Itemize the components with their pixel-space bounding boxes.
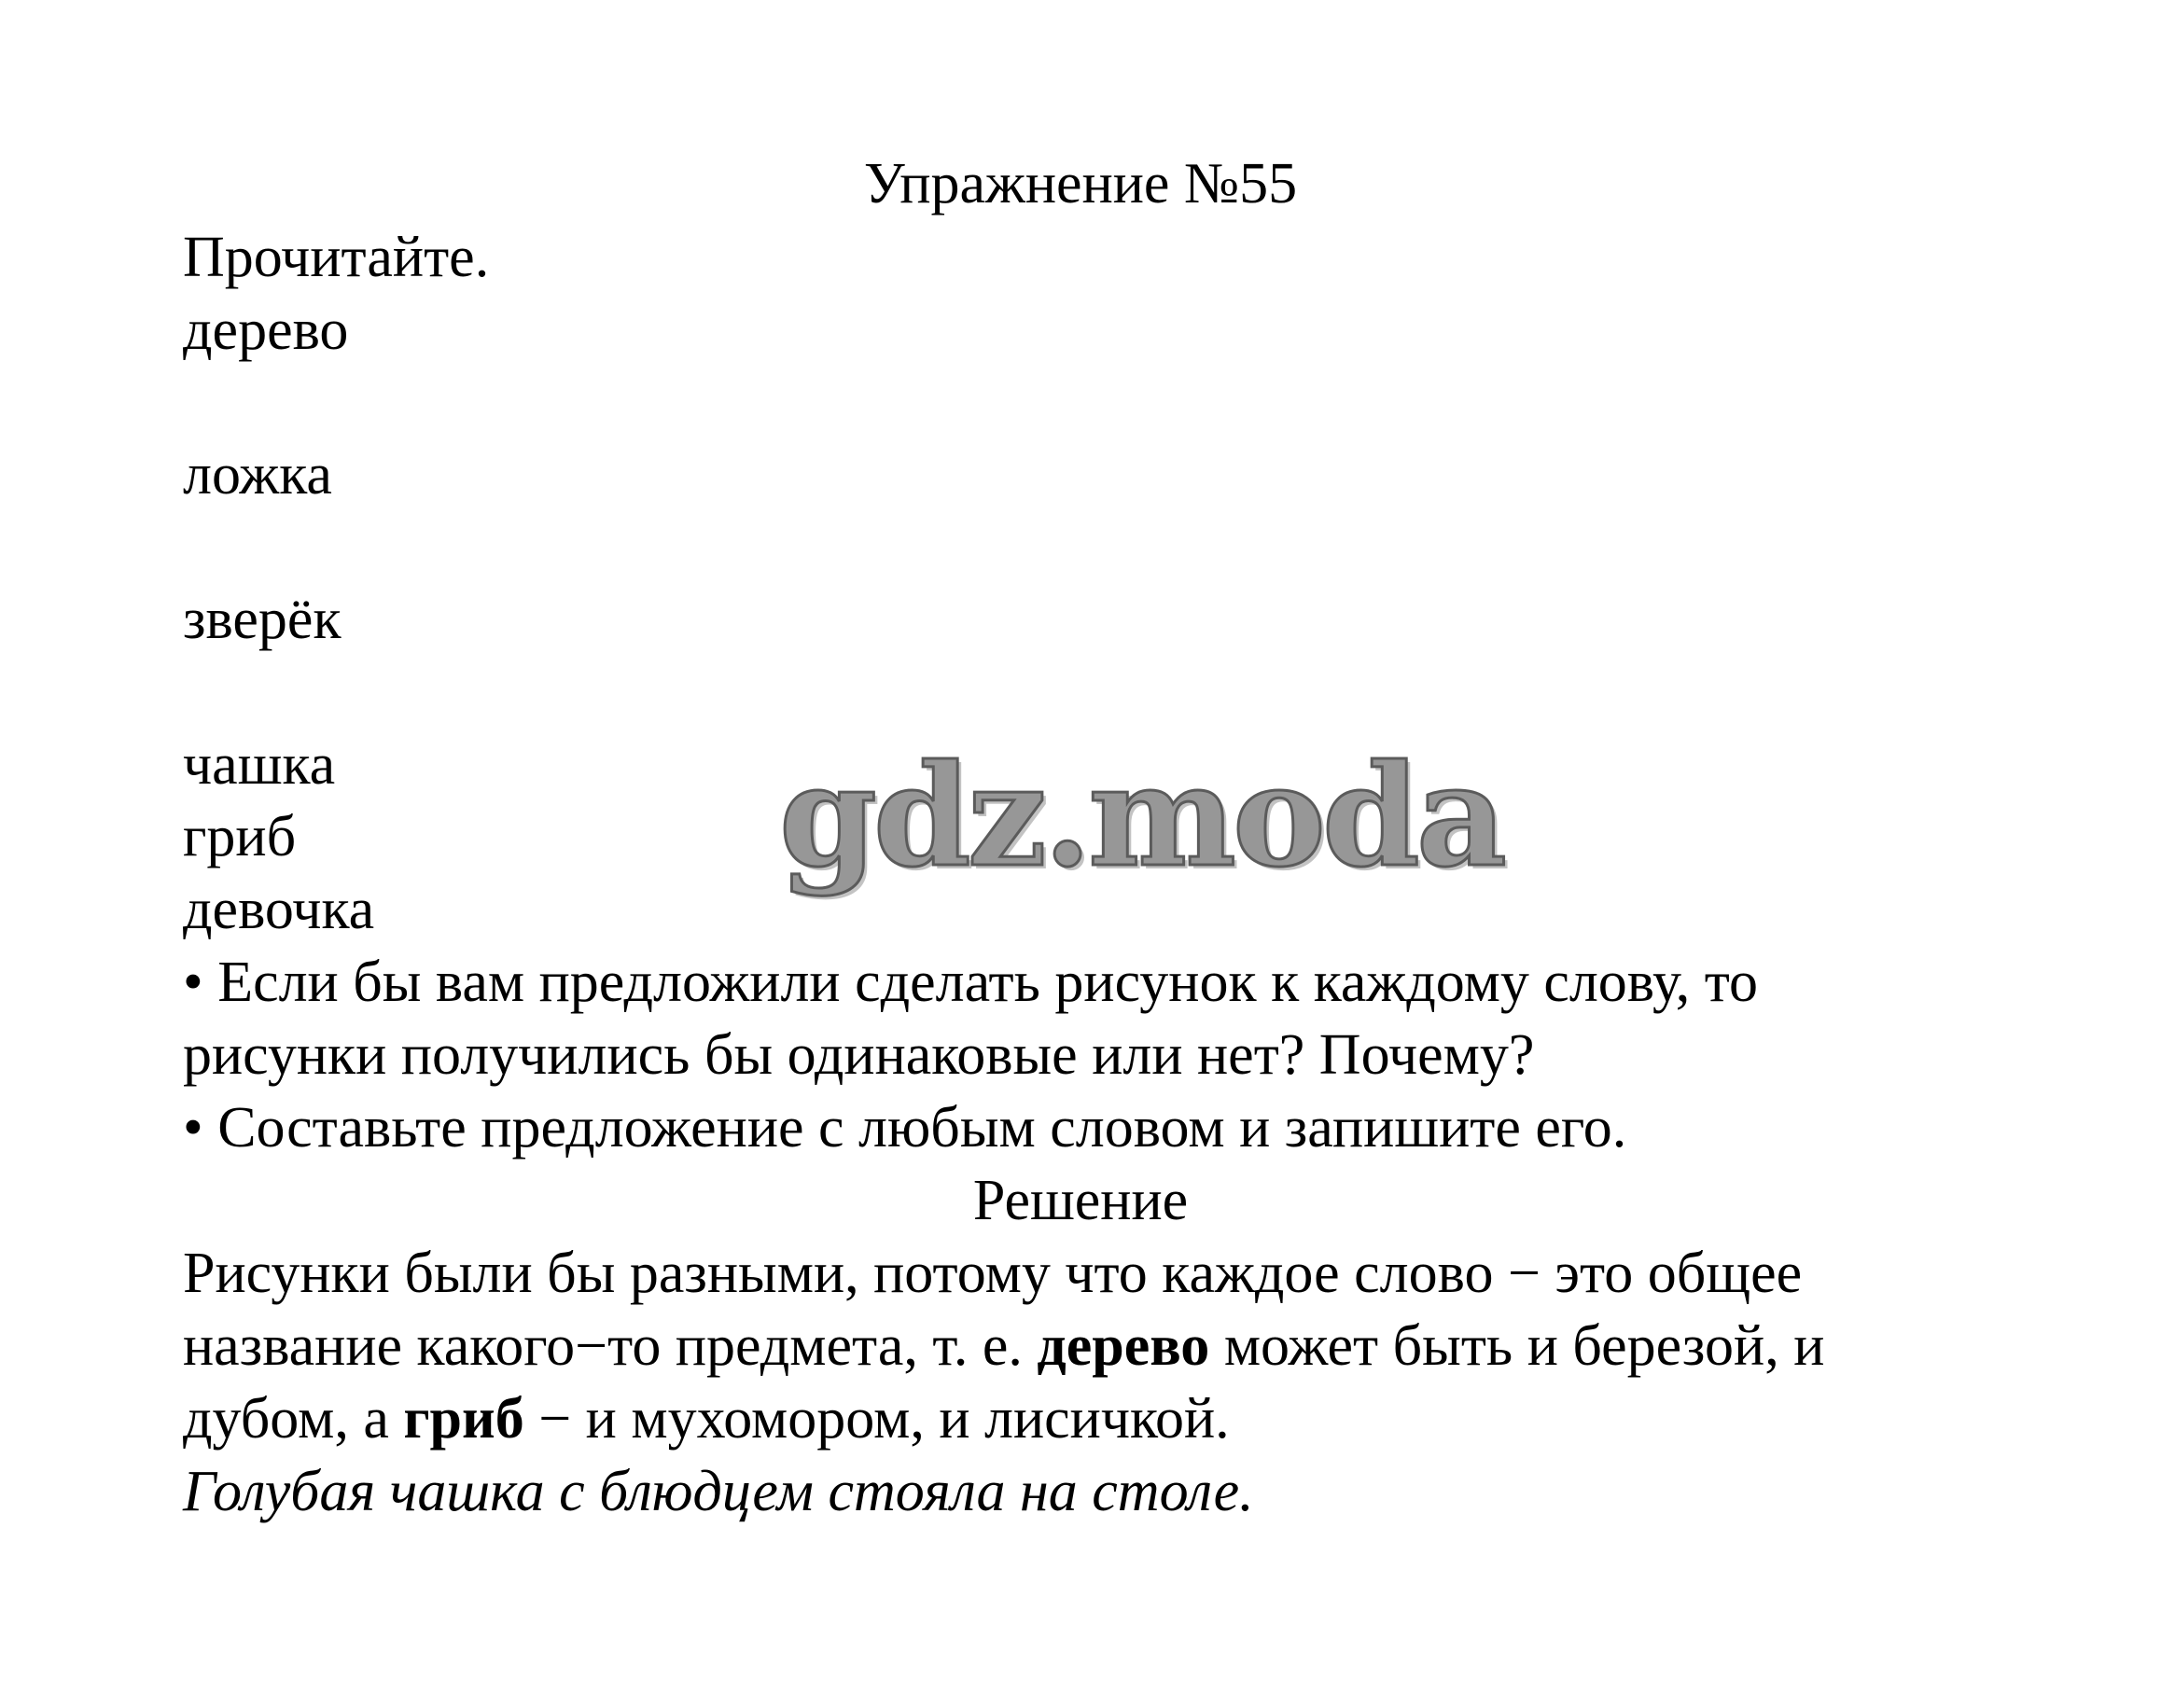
- solution-text: может быть и березой, и: [1209, 1314, 1825, 1378]
- watermark-logo: gdz.moda: [779, 734, 1504, 898]
- bold-word: гриб: [403, 1387, 524, 1451]
- solution-text: − и мухомором, и лисичкой.: [523, 1387, 1230, 1451]
- word-item: ложка: [183, 443, 332, 507]
- example-sentence: Голубая чашка с блюдцем стояла на столе.: [183, 1460, 1254, 1523]
- solution-text: название какого−то предмета, т. е.: [183, 1314, 1038, 1378]
- question-1-line-2: рисунки получились бы одинаковые или нет? Почему?: [183, 1023, 1535, 1087]
- solution-heading: Решение: [972, 1169, 1189, 1232]
- word-item: гриб: [183, 805, 297, 868]
- word-item: зверёк: [183, 588, 342, 651]
- question-2: • Составьте предложение с любым словом и запишите его.: [183, 1096, 1627, 1159]
- exercise-title: Упражнение №55: [863, 152, 1298, 215]
- word-item: дерево: [183, 299, 349, 362]
- instruction: Прочитайте.: [183, 226, 490, 289]
- question-1-line-1: • Если бы вам предложили сделать рисунок к каждому слову, то: [183, 951, 1759, 1014]
- solution-line-2: [183, 1310, 1824, 1382]
- word-item: девочка: [183, 878, 375, 941]
- solution-line-3: [183, 1382, 1230, 1455]
- solution-line-1: Рисунки были бы разными, потому что каждое слово − это общее: [183, 1242, 1803, 1305]
- word-item: чашка: [183, 733, 336, 797]
- solution-text: дубом, а: [183, 1387, 404, 1451]
- bold-word: дерево: [1037, 1314, 1210, 1378]
